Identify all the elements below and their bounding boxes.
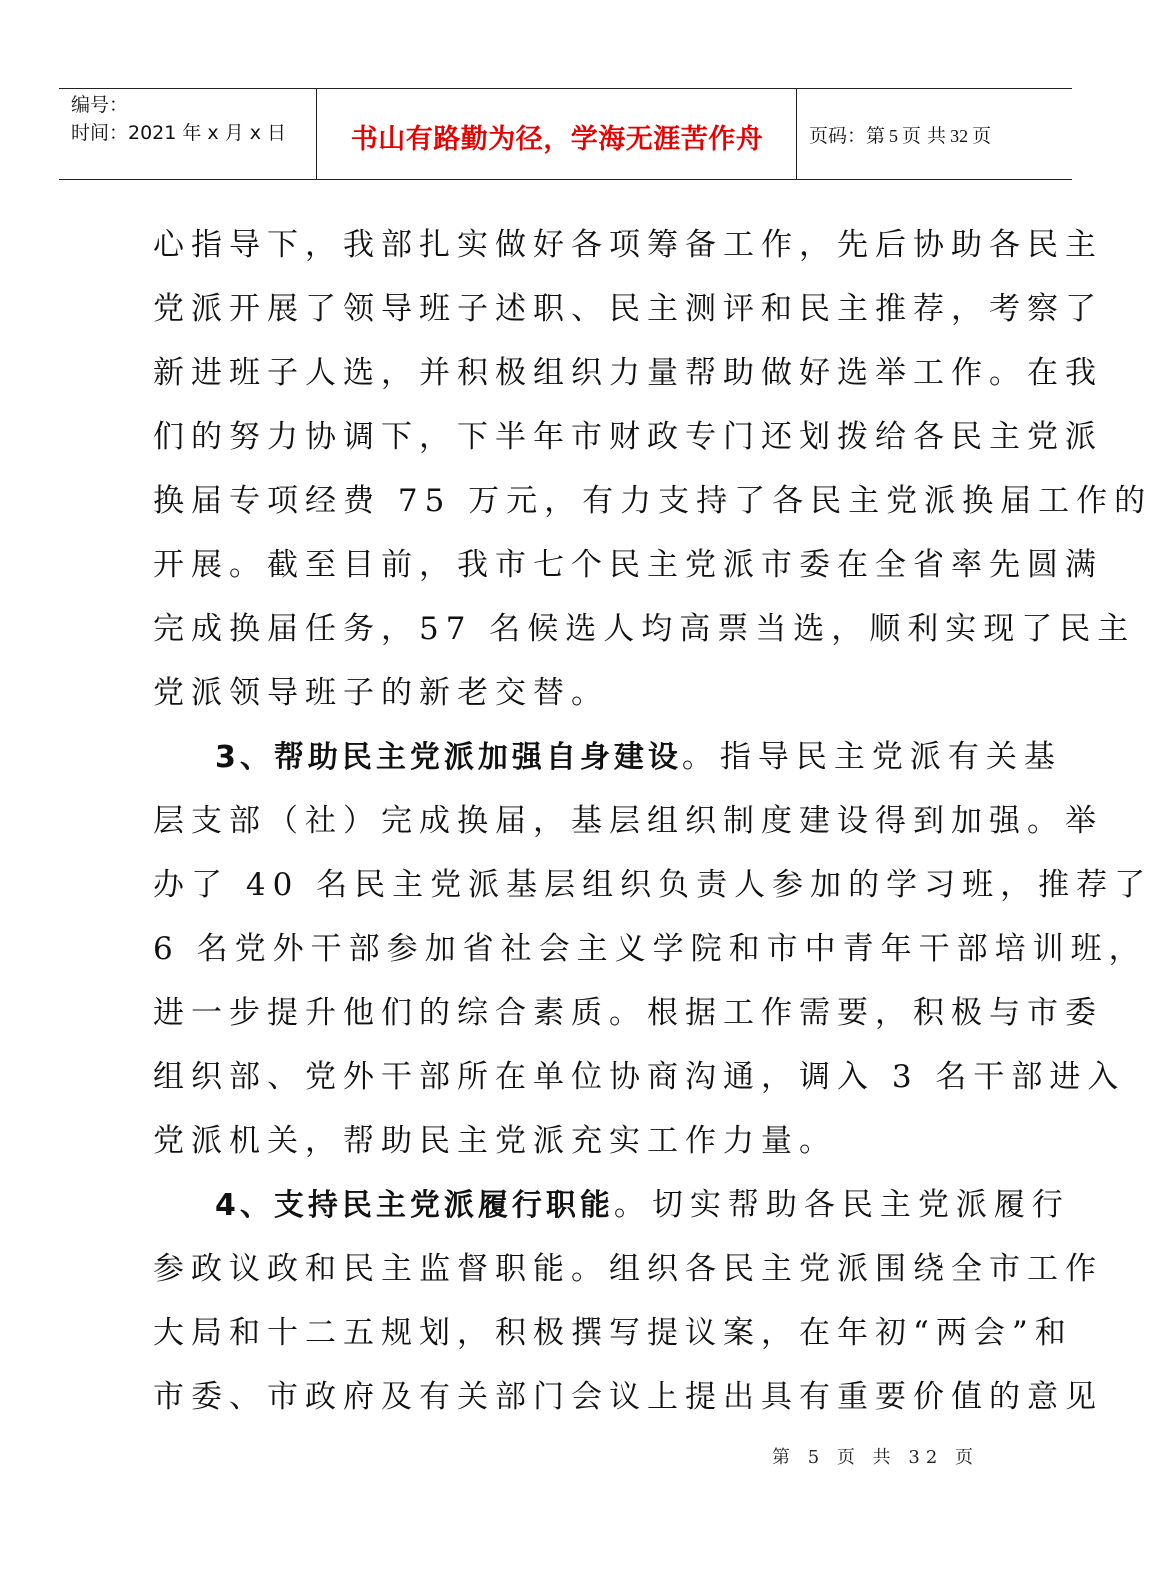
text-line: 参政议政和民主监督职能。组织各民主党派围绕全市工作 xyxy=(153,1251,1103,1287)
text-run: 。指导民主党派有关基 xyxy=(681,739,1062,775)
text-line: 党派开展了领导班子述职、民主测评和民主推荐，考察了 xyxy=(153,291,1103,327)
document-header xyxy=(59,88,1072,180)
header-motto: 书山有路勤为径，学海无涯苦作舟 xyxy=(350,124,764,155)
text-run: 。切实帮助各民主党派履行 xyxy=(613,1187,1070,1223)
text-line: 心指导下，我部扎实做好各项筹备工作，先后协助各民主 xyxy=(153,227,1103,263)
text-line: 党派领导班子的新老交替。 xyxy=(153,675,609,711)
time-label: 时间：2021 年 x 月 x 日 xyxy=(71,122,287,144)
text-line: 新进班子人选，并积极组织力量帮助做好选举工作。在我 xyxy=(153,355,1103,391)
number-label: 编号： xyxy=(71,94,129,116)
text-line: 开展。截至目前，我市七个民主党派市委在全省率先圆满 xyxy=(153,547,1103,583)
document-body xyxy=(153,213,1152,1429)
page-footer: 第 5 页 共 32 页 xyxy=(772,1447,979,1468)
page-current: 5 xyxy=(889,126,899,146)
page-suffix: 页 xyxy=(972,125,992,147)
text-line: 们的努力协调下，下半年市财政专门还划拨给各民主党派 xyxy=(153,419,1103,455)
header-divider xyxy=(796,89,797,179)
text-line: 完成换届任务，57 名候选人均高票当选，顺利实现了民主 xyxy=(153,611,1136,647)
page-prefix: 页码：第 xyxy=(809,125,886,147)
text-line: 6 名党外干部参加省社会主义学院和市中青年干部培训班， xyxy=(153,931,1147,967)
section-heading: 4、支持民主党派履行职能 xyxy=(215,1188,614,1223)
text-line: 换届专项经费 75 万元，有力支持了各民主党派换届工作的 xyxy=(153,483,1152,519)
text-line: 进一步提升他们的综合素质。根据工作需要，积极与市委 xyxy=(153,995,1103,1031)
paragraph-first-line xyxy=(153,725,1062,789)
text-line: 大局和十二五规划，积极撰写提议案，在年初“两会”和 xyxy=(153,1315,1073,1351)
header-page-info xyxy=(809,121,991,148)
section-heading: 3、帮助民主党派加强自身建设 xyxy=(215,740,682,775)
header-divider xyxy=(316,89,317,179)
page-mid: 页 共 xyxy=(902,125,947,147)
paragraph-first-line xyxy=(153,1173,1070,1237)
text-line: 办了 40 名民主党派基层组织负责人参加的学习班，推荐了 xyxy=(153,867,1152,903)
text-line: 党派机关，帮助民主党派充实工作力量。 xyxy=(153,1123,837,1159)
text-line: 市委、市政府及有关部门会议上提出具有重要价值的意见 xyxy=(153,1379,1103,1415)
page-total: 32 xyxy=(950,126,969,146)
text-line: 组织部、党外干部所在单位协商沟通，调入 3 名干部进入 xyxy=(153,1059,1126,1095)
header-meta xyxy=(71,91,286,147)
text-line: 层支部（社）完成换届，基层组织制度建设得到加强。举 xyxy=(153,803,1103,839)
